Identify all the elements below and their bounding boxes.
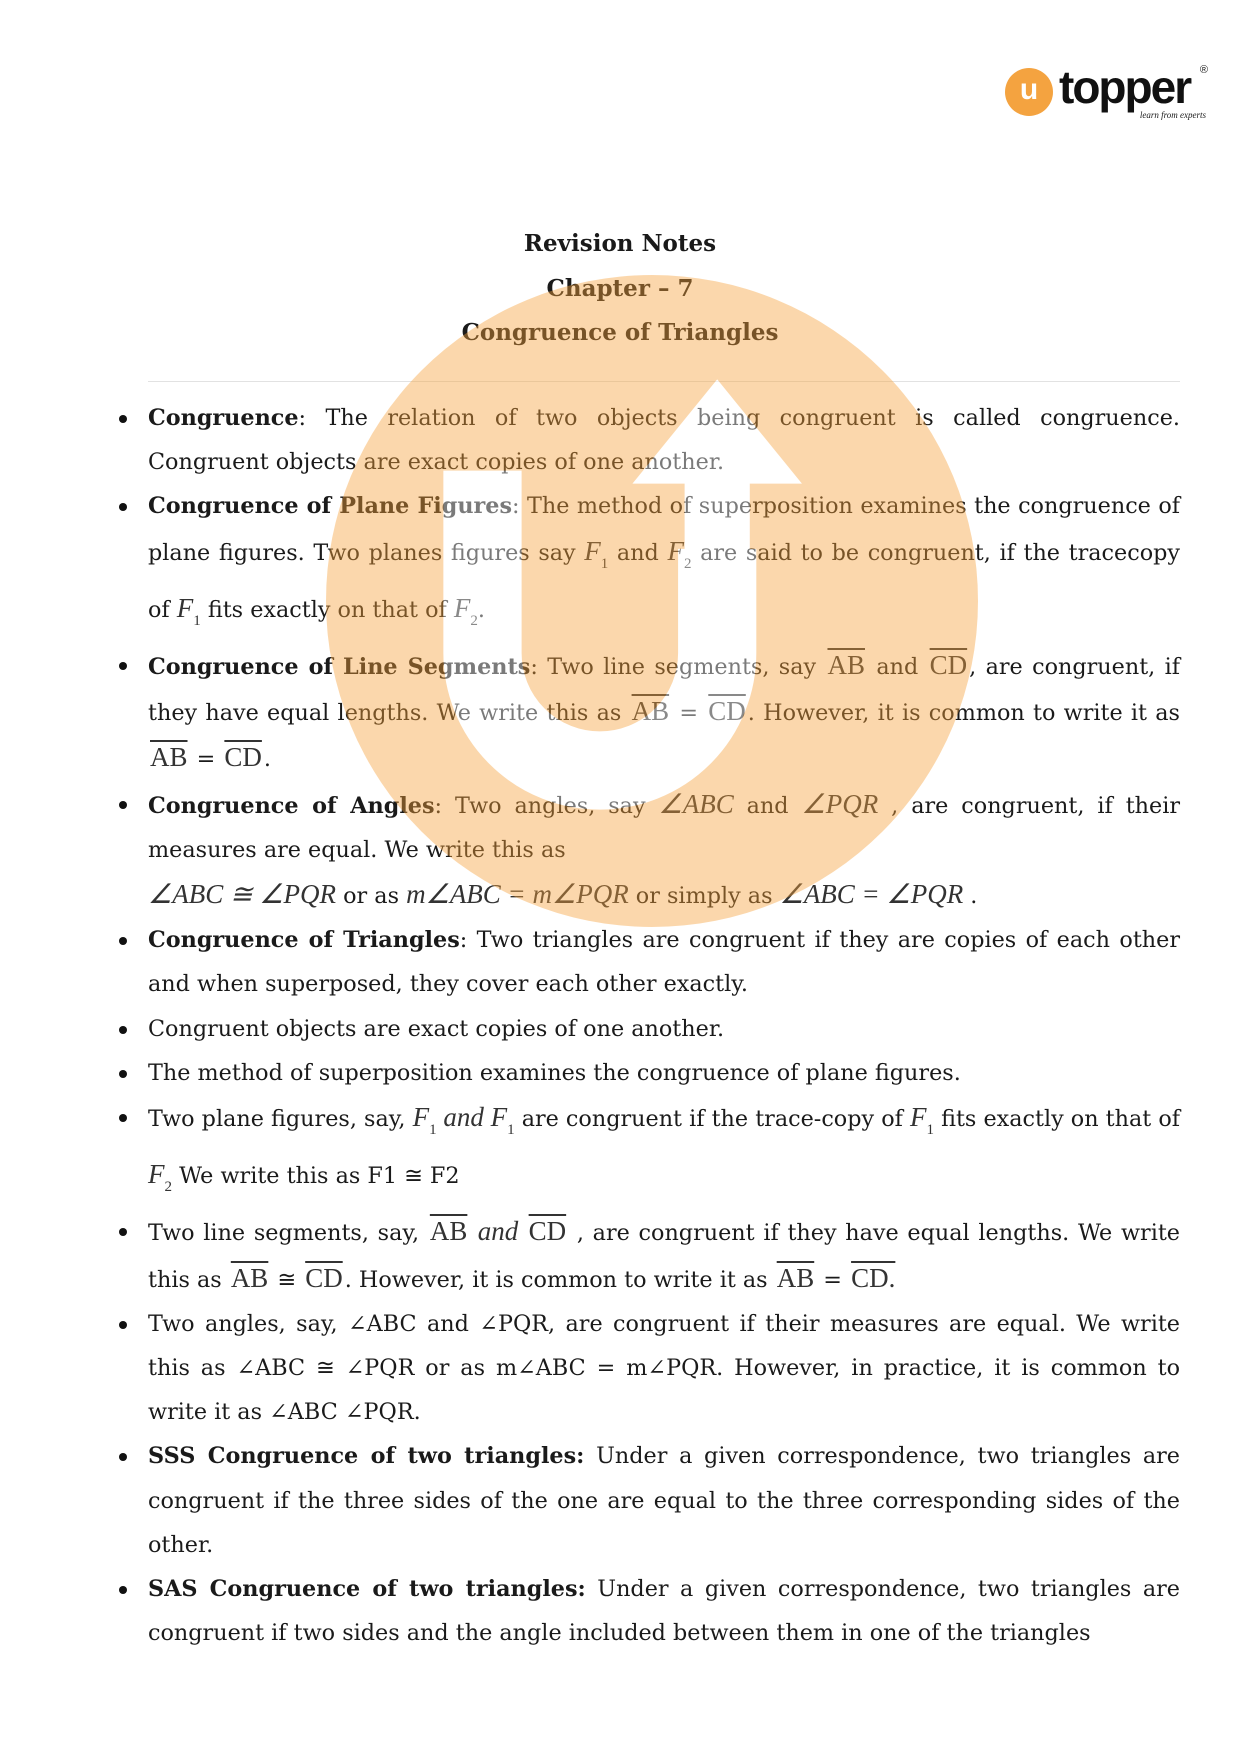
header-divider [148, 381, 1180, 382]
math-expression: $\overline{AB}$ [827, 650, 865, 681]
body-text: and [733, 792, 802, 819]
math-expression: $\overline{CD}$ [305, 1262, 343, 1293]
list-item [148, 1567, 1180, 1655]
body-text: Congruent objects are exact copies of one another. [148, 1015, 725, 1042]
term-heading: Congruence of Plane Figures [148, 493, 513, 520]
body-text: . [263, 746, 271, 773]
math-expression: $\overline{CD}$ [528, 1216, 567, 1247]
math-expression: ∠ABC ≅ ∠PQR [148, 879, 337, 910]
body-text: or as [336, 883, 407, 910]
math-expression: 1 [926, 1122, 934, 1139]
math-expression: 2 [470, 612, 478, 629]
list-item [148, 484, 1180, 643]
body-text: = [671, 700, 707, 727]
term-heading: SAS Congruence of two triangles: [148, 1576, 586, 1603]
list-item [148, 1095, 1180, 1209]
math-expression: F [176, 592, 194, 623]
term-heading: SSS Congruence of two triangles: [148, 1443, 585, 1470]
chapter-label: Chapter – 7 [546, 275, 694, 302]
topper-logo [1005, 62, 1210, 128]
math-expression: $\overline{AB}$ [429, 1216, 468, 1247]
math-expression: and F [436, 1102, 508, 1133]
body-text: are congruent if the trace-copy of [514, 1106, 910, 1133]
math-expression: F [412, 1102, 430, 1133]
body-text: . However, it is common to write it as [747, 700, 1180, 727]
math-expression: ∠PQR [801, 788, 879, 819]
math-expression: 1 [507, 1122, 515, 1139]
list-item [148, 1051, 1180, 1095]
math-expression: 1 [193, 612, 201, 629]
math-expression: F [667, 535, 684, 566]
chapter-title: Congruence of Triangles [461, 319, 779, 346]
math-expression: m∠ABC = m∠PQR [406, 879, 629, 910]
body-text: Two plane figures, say, [148, 1106, 413, 1133]
logo-mark-icon: u [1005, 68, 1053, 116]
list-item [148, 396, 1180, 484]
term-heading: Congruence [148, 405, 299, 431]
body-text: . [477, 596, 485, 623]
math-expression: 1 [600, 555, 609, 572]
math-expression: F [148, 1159, 165, 1190]
body-text: . However, it is common to write it as [344, 1266, 775, 1293]
body-text: , are congruent, if their measures are equal. We write this as [148, 792, 1181, 863]
body-text: fits exactly on that of [933, 1106, 1181, 1133]
term-heading: Congruence of Triangles [148, 927, 460, 954]
body-text: : Two triangles are congruent if they are copies of each other and when superposed, they cover each other exactly. [148, 927, 1180, 998]
body-text: = [816, 1266, 850, 1293]
math-expression: F [453, 592, 471, 623]
list-item [148, 1007, 1180, 1051]
document-title: Revision Notes [523, 230, 717, 257]
body-text: ≅ [270, 1266, 304, 1293]
math-expression: F [909, 1102, 927, 1133]
body-text: = [189, 746, 223, 773]
body-text: are said to be congruent, if the tracecopy of [148, 539, 1180, 623]
logo-tagline: learn from experts [1139, 110, 1206, 120]
math-expression: 2 [683, 555, 692, 572]
list-item [148, 1209, 1180, 1301]
list-item [148, 782, 1180, 919]
body-text: , are congruent if they have equal lengths. We write this as [148, 1220, 1180, 1293]
body-text: or simply as [628, 883, 780, 910]
list-item [148, 918, 1180, 1006]
body-text: , are congruent, if they have equal lengths. We write this as [148, 654, 1180, 727]
math-expression: CD. [851, 1262, 896, 1293]
math-expression: $\overline{AB}$ [776, 1262, 815, 1293]
math-expression: $\overline{CD}$ [708, 696, 746, 727]
body-text: The method of superposition examines the congruence of plane figures. [148, 1059, 961, 1086]
math-expression: ∠ABC [658, 788, 734, 819]
math-expression: $\overline{AB}$ [230, 1262, 269, 1293]
body-text: : The relation of two objects being congruent is called congruence. Congruent objects are exact copies of one another. [148, 405, 1180, 476]
body-text: . [963, 883, 978, 910]
math-expression: 1 [429, 1122, 437, 1139]
term-heading: Congruence of Angles [148, 792, 435, 819]
body-text: : Two line segments, say [530, 654, 826, 681]
math-expression: and [469, 1216, 527, 1247]
body-text: Under a given correspondence, two triangles are congruent if the three sides of the one are equal to the three corresponding sides of the other. [148, 1443, 1180, 1558]
body-text: and [866, 654, 928, 681]
math-expression: ∠ABC = ∠PQR [779, 879, 964, 910]
term-heading: Congruence of Line Segments [148, 654, 531, 681]
notes-list [148, 396, 1180, 1655]
math-expression: $\overline{CD}$ [929, 650, 968, 681]
body-text: and [608, 539, 668, 566]
logo-wordmark: topper [1059, 61, 1191, 113]
registered-mark: ® [1199, 64, 1208, 76]
list-item [148, 1434, 1180, 1567]
math-expression: 2 [164, 1179, 172, 1196]
list-item [148, 1302, 1180, 1435]
math-expression: $\overline{CD}$ [224, 742, 262, 773]
math-expression: F [584, 535, 601, 566]
body-text: : Two angles, say [434, 792, 659, 819]
list-item [148, 643, 1180, 782]
body-text: Under a given correspondence, two triangles are congruent if two sides and the angle included between them in one of the triangles [148, 1576, 1180, 1647]
math-expression: $\overline{AB}$ [631, 696, 670, 727]
body-text: We write this as F1 ≅ F2 [172, 1163, 460, 1190]
body-text: : The method of superposition examines the congruence of plane figures. Two planes figures say [148, 493, 1180, 566]
body-text: fits exactly on that of [200, 596, 454, 623]
math-expression: $\overline{AB}$ [150, 742, 188, 773]
body-text: Two angles, say, ∠ABC and ∠PQR, are congruent if their measures are equal. We write this as ∠ABC ≅ ∠PQR or as m∠ABC = m∠PQR. However, in practice, it is common to write it as ∠ABC ∠PQR. [148, 1310, 1180, 1426]
body-text: Two line segments, say, [148, 1220, 428, 1247]
